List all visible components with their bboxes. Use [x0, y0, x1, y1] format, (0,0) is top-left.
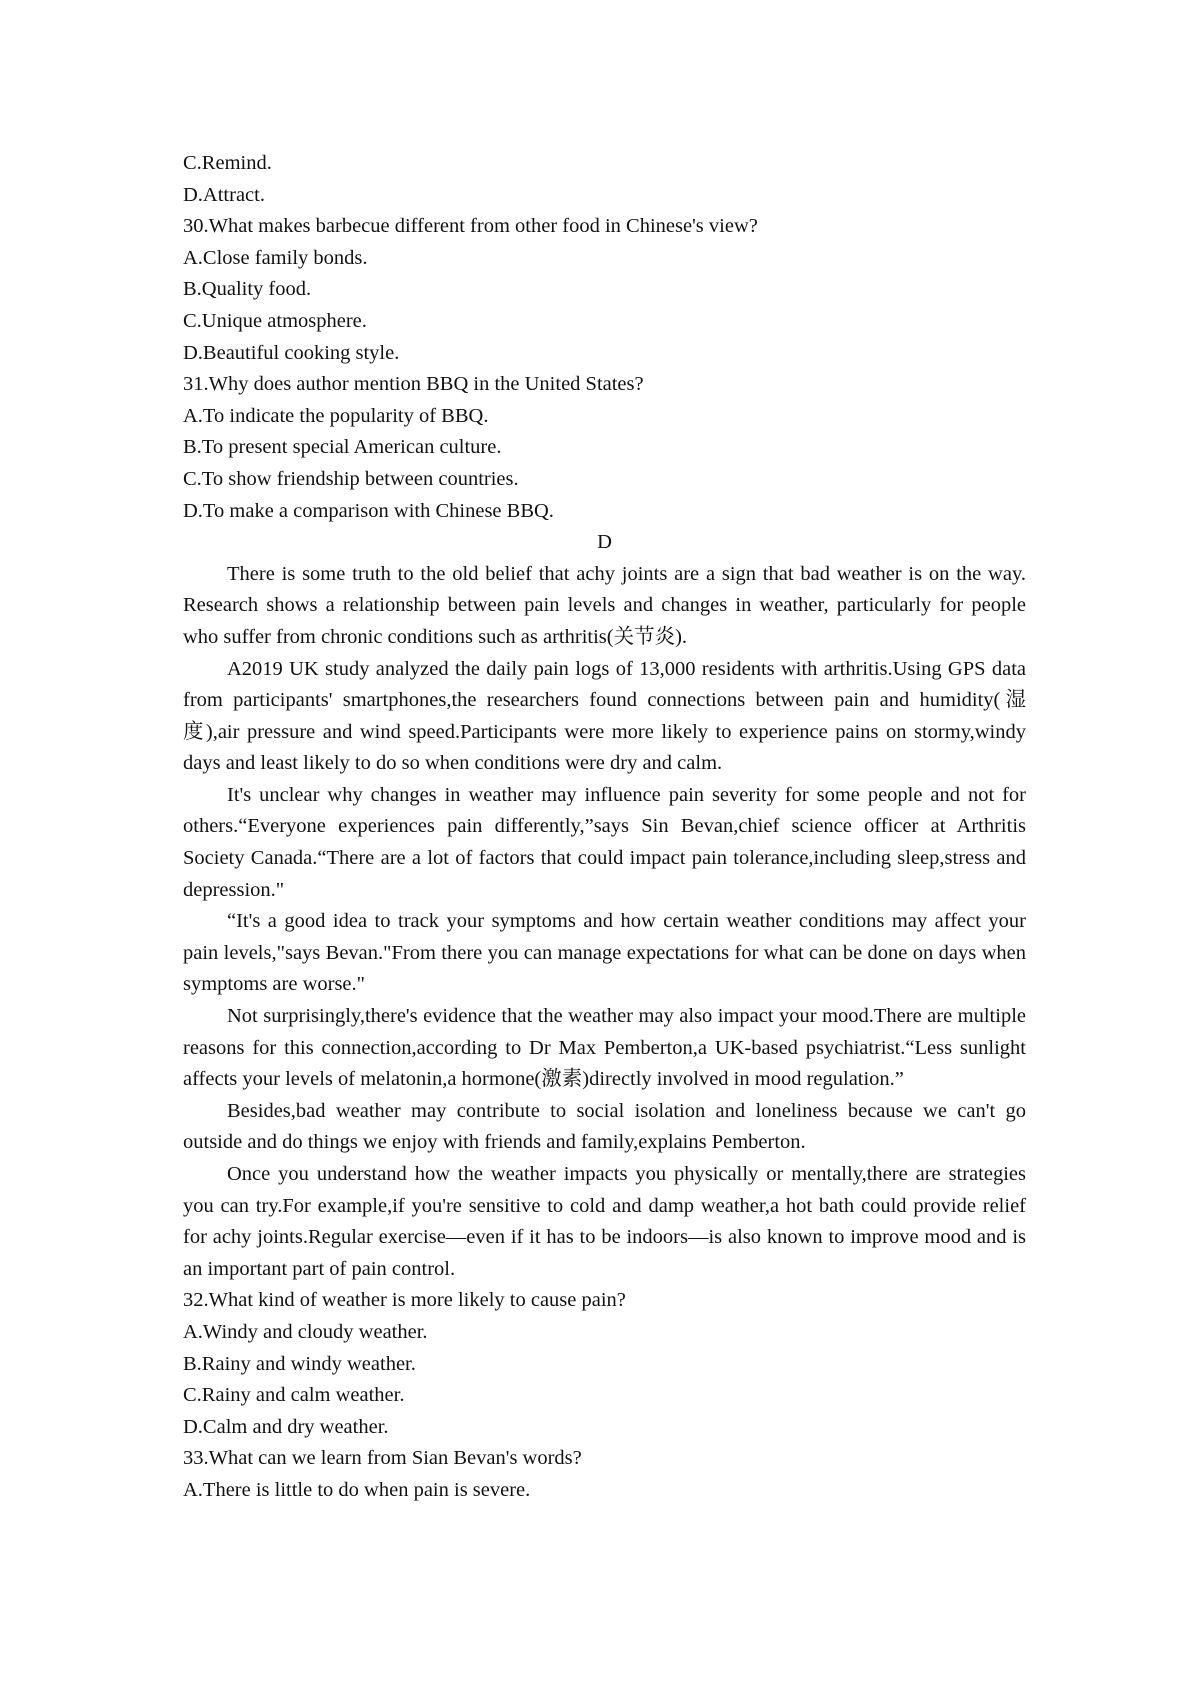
option-c-remind: C.Remind.	[183, 152, 272, 174]
question-31: 31.Why does author mention BBQ in the United States?	[183, 373, 644, 396]
question-32-option-b: B.Rainy and windy weather.	[183, 1352, 416, 1375]
question-31-option-d: D.To make a comparison with Chinese BBQ.	[183, 499, 554, 522]
question-33-option-a: A.There is little to do when pain is severe.	[183, 1478, 531, 1501]
question-31-option-a: A.To indicate the popularity of BBQ.	[183, 404, 489, 427]
question-30-option-c: C.Unique atmosphere.	[183, 309, 367, 332]
passage-paragraph-1: There is some truth to the old belief that achy joints are a sign that bad weather is on the way. Research shows a relationship between pain levels and changes in weather, particularly for people who suffer from chronic conditions such as arthritis(关节炎).	[183, 562, 1026, 648]
document-body	[183, 148, 1026, 1507]
question-31-option-b: B.To present special American culture.	[183, 436, 502, 459]
passage-paragraph-2: A2019 UK study analyzed the daily pain logs of 13,000 residents with arthritis.Using GPS data from participants' smartphones,the researchers found connections between pain and humidity(湿度),air pressure and wind speed.Participants were more likely to experience pains on stormy,windy days and least likely to do so when conditions were dry and calm.	[183, 657, 1026, 775]
section-title: D	[597, 531, 612, 554]
passage-paragraph-7: Once you understand how the weather impacts you physically or mentally,there are strategies you can try.For example,if you're sensitive to cold and damp weather,a hot bath could provide relief for achy joints.Regular exercise—even if it has to be indoors—is also known to improve mood and is an important part of pain control.	[183, 1163, 1026, 1280]
passage-paragraph-3: It's unclear why changes in weather may influence pain severity for some people and not for others.“Everyone experiences pain differently,”says Sin Bevan,chief science officer at Arthritis Society Canada.“There are a lot of factors that could impact pain tolerance,including sleep,stress and depression."	[183, 783, 1026, 901]
question-30-option-d: D.Beautiful cooking style.	[183, 341, 400, 364]
question-32-option-a: A.Windy and cloudy weather.	[183, 1320, 428, 1343]
passage-paragraph-6: Besides,bad weather may contribute to social isolation and loneliness because we can't go outside and do things we enjoy with friends and family,explains Pemberton.	[183, 1099, 1026, 1154]
passage-paragraph-5: Not surprisingly,there's evidence that the weather may also impact your mood.There are multiple reasons for this connection,according to Dr Max Pemberton,a UK-based psychiatrist.“Less sunlight affects your levels of melatonin,a hormone(激素)directly involved in mood regulation.”	[183, 1005, 1026, 1091]
question-30-option-b: B.Quality food.	[183, 278, 312, 301]
passage-paragraph-4: “It's a good idea to track your symptoms and how certain weather conditions may affect your pain levels,"says Bevan."From there you can manage expectations for what can be done on days when symptoms are worse."	[183, 910, 1026, 996]
option-d-attract: D.Attract.	[183, 183, 265, 206]
question-30: 30.What makes barbecue different from other food in Chinese's view?	[183, 215, 758, 238]
question-32-option-c: C.Rainy and calm weather.	[183, 1384, 405, 1407]
question-33: 33.What can we learn from Sian Bevan's words?	[183, 1447, 582, 1470]
question-31-option-c: C.To show friendship between countries.	[183, 467, 519, 490]
question-32-option-d: D.Calm and dry weather.	[183, 1415, 389, 1438]
question-32: 32.What kind of weather is more likely to cause pain?	[183, 1289, 626, 1312]
question-30-option-a: A.Close family bonds.	[183, 246, 368, 269]
